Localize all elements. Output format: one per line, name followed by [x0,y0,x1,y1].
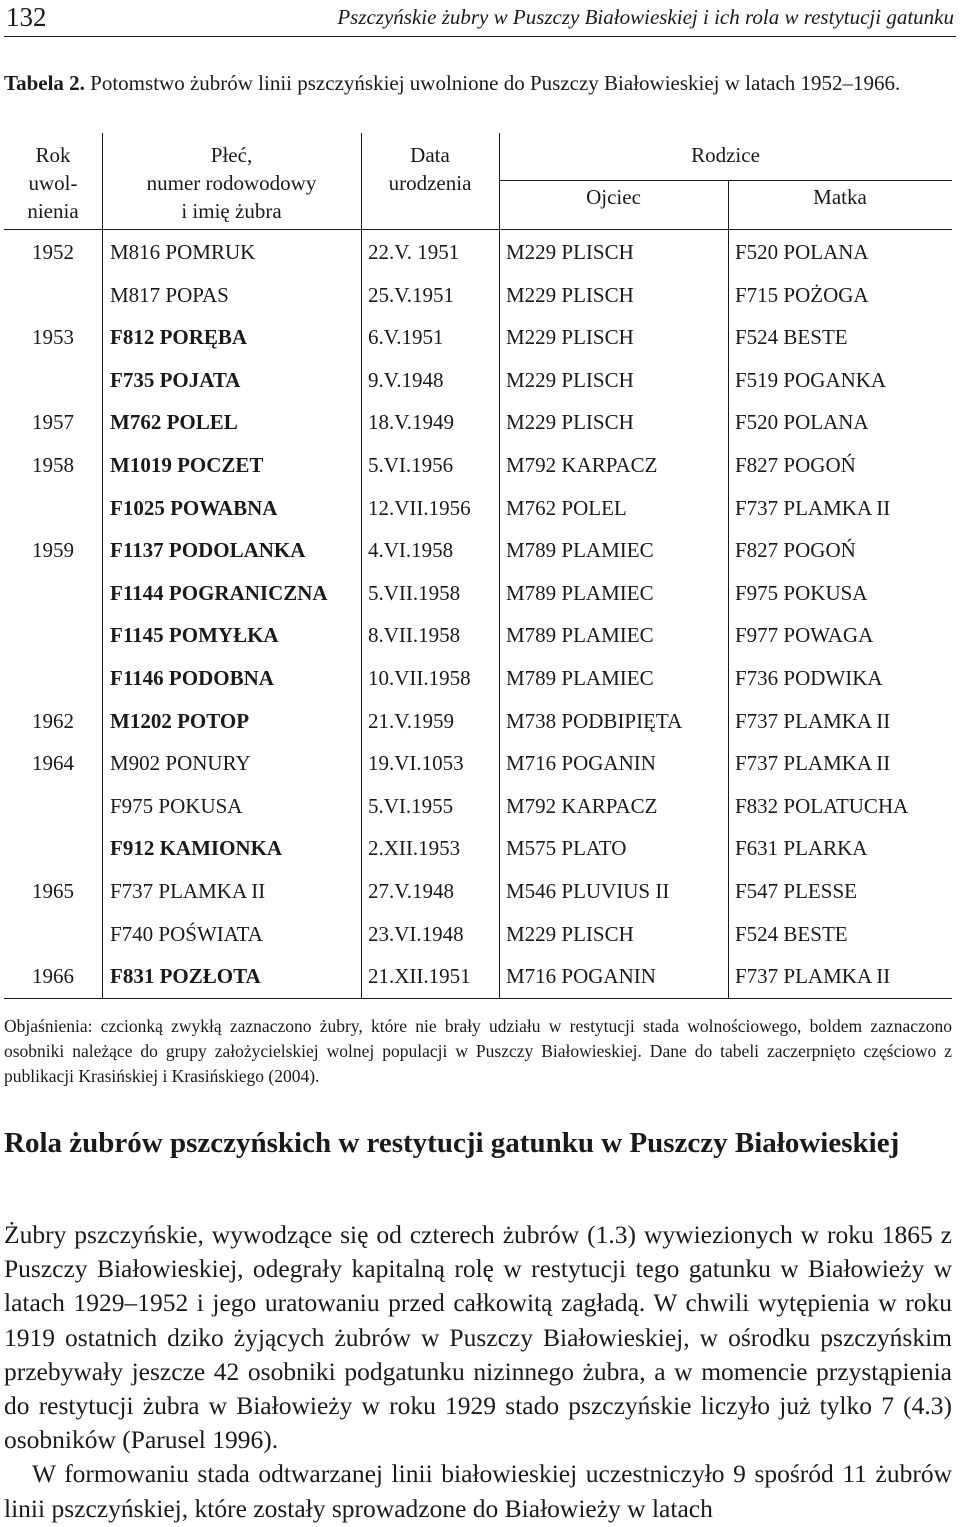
cell-birth-date: 12.VII.1956 [368,495,471,520]
cell-animal: F831 POZŁOTA [110,964,261,989]
table-row [4,274,952,316]
cell-mother: F832 POLATUCHA [735,793,909,818]
header-date-line: Data [410,143,450,167]
cell-animal: M817 POPAS [110,282,229,307]
cell-mother: F547 PLESSE [735,879,857,903]
cell-father: M546 PLUVIUS II [506,879,670,903]
cell-father: M792 KARPACZ [506,793,658,818]
cell-animal: F737 PLAMKA II [110,879,266,903]
cell-father: M762 POLEL [506,495,627,520]
cell-mother: F736 PODWIKA [735,666,883,690]
table-caption-text: Potomstwo żubrów linii pszczyńskiej uwolnione do Puszczy Białowieskiej w latach 1952–1966. [90,71,901,95]
cell-animal: M902 PONURY [110,751,251,776]
cell-animal: M762 POLEL [110,410,238,435]
paragraph: W formowaniu stada odtwarzanej linii białowieskiej uczestniczyło 9 spośród 11 żubrów linii pszczyńskiej, które zostały sprowadzone do Białowieży w latach [4,1459,952,1523]
cell-birth-date: 21.XII.1951 [368,964,471,989]
cell-birth-date: 9.V.1948 [368,367,444,392]
table-row [4,870,952,912]
table-row [4,572,952,614]
cell-father: M229 PLISCH [506,240,634,264]
offspring-table [4,133,952,999]
cell-birth-date: 6.V.1951 [368,325,444,350]
cell-year: 1952 [32,240,74,264]
page-number: 132 [6,2,47,32]
header-bottom-line [4,229,952,230]
table-row [4,231,952,273]
section-title: Rola żubrów pszczyńskich w restytucji gatunku w Puszczy Białowieskiej [4,1127,900,1159]
table-row [4,444,952,486]
cell-birth-date: 8.VII.1958 [368,623,461,648]
table-bottom-line [4,998,952,999]
page-header [4,0,956,37]
cell-mother: F975 POKUSA [735,580,868,605]
table-row [4,785,952,827]
cell-mother: F519 POGANKA [735,367,887,392]
cell-animal: F975 POKUSA [110,793,243,818]
running-title: Pszczyńskie żubry w Puszczy Białowieskiej i ich rola w restytucji gatunku [337,5,954,29]
cell-mother: F737 PLAMKA II [735,964,891,989]
cell-year: 1966 [32,964,74,989]
header-year-line: Rok [35,143,71,167]
cell-mother: F827 POGOŃ [735,538,856,563]
cell-birth-date: 5.VI.1956 [368,453,454,477]
cell-mother: F715 POŻOGA [735,282,869,307]
table-row [4,700,952,742]
cell-mother: F520 POLANA [735,410,869,435]
cell-birth-date: 4.VI.1958 [368,538,454,563]
header-father: Ojciec [586,185,641,209]
table-row [4,657,952,699]
cell-birth-date: 5.VI.1955 [368,793,454,818]
cell-year: 1965 [32,879,74,903]
cell-father: M575 PLATO [506,836,627,861]
header-year [4,141,102,225]
cell-father: M229 PLISCH [506,921,634,946]
table-row [4,827,952,869]
cell-animal: F740 POŚWIATA [110,921,263,946]
cell-mother: F524 BESTE [735,921,848,946]
table-row [4,316,952,358]
cell-animal: F912 KAMIONKA [110,836,283,861]
cell-animal: M1202 POTOP [110,708,250,733]
cell-animal: M816 POMRUK [110,240,256,264]
cell-animal: F1144 POGRANICZNA [110,580,328,605]
cell-father: M716 POGANIN [506,964,656,989]
table-caption [4,68,952,98]
table-row [4,913,952,955]
table-row [4,487,952,529]
cell-animal: F1137 PODOLANKA [110,538,306,563]
header-year-line: nienia [27,199,79,223]
cell-mother: F977 POWAGA [735,623,874,648]
table-row [4,955,952,997]
cell-animal: F735 POJATA [110,367,241,392]
cell-year: 1953 [32,325,74,350]
cell-year: 1964 [32,751,74,776]
cell-birth-date: 19.VI.1053 [368,751,464,776]
cell-year: 1958 [32,453,74,477]
cell-animal: F1146 PODOBNA [110,666,274,690]
cell-father: M792 KARPACZ [506,453,658,477]
cell-father: M789 PLAMIEC [506,623,654,648]
cell-year: 1962 [32,708,74,733]
cell-father: M229 PLISCH [506,282,634,307]
header-mother: Matka [813,185,867,209]
cell-birth-date: 27.V.1948 [368,879,454,903]
cell-father: M789 PLAMIEC [506,666,654,690]
cell-birth-date: 25.V.1951 [368,282,454,307]
body-text [4,1218,952,1526]
table-caption-label: Tabela 2. [4,71,85,95]
table-row [4,401,952,443]
cell-mother: F827 POGOŃ [735,453,856,477]
header-birth-date [361,141,499,197]
header-year-line: uwol- [28,171,78,195]
header-sex-line: i imię żubra [181,199,282,223]
cell-father: M229 PLISCH [506,367,634,392]
cell-animal: F812 PORĘBA [110,325,248,350]
header-sex-line: numer rodowodowy [146,171,317,195]
cell-year: 1959 [32,538,74,563]
cell-father: M789 PLAMIEC [506,538,654,563]
cell-year: 1957 [32,410,74,435]
cell-birth-date: 23.VI.1948 [368,921,464,946]
table-row [4,359,952,401]
table-note: Objaśnienia: czcionką zwykłą zaznaczono żubry, które nie brały udziału w restytucji stada wolnościowego, boldem zaznaczono osobniki należące do grupy założycielskiej wolnej populacji w Puszczy Białowieskiej. Dane do tabeli zaczerpnięto częściowo z publikacji Krasińskiej i Krasińskiego (2004). [4,1016,952,1086]
paragraph: Żubry pszczyńskie, wywodzące się od czterech żubrów (1.3) wywiezionych w roku 1865 z Puszczy Białowieskiej, odegrały kapitalną rolę w restytucji tego gatunku w Białowieży w latach 1929–1952 i jego uratowaniu przed całkowitą zagładą. W chwili wytępienia w roku 1919 ostatnich dziko żyjących żubrów w Puszczy Białowieskiej, w ośrodku pszczyńskim przebywały jeszcze 42 osobniki podgatunku nizinnego żubra, a w momencie przystąpienia do restytucji żubra w Białowieży w roku 1929 stado pszczyńskie liczyło już tylko 7 (4.3) osobników (Parusel 1996). [4,1220,952,1455]
cell-father: M738 PODBIPIĘTA [506,708,683,733]
cell-mother: F631 PLARKA [735,836,868,861]
parents-header-divider [499,180,952,181]
cell-mother: F737 PLAMKA II [735,708,891,733]
header-date-line: urodzenia [388,171,472,195]
cell-mother: F737 PLAMKA II [735,751,891,776]
cell-mother: F524 BESTE [735,325,848,350]
cell-birth-date: 10.VII.1958 [368,666,471,690]
header-sex-id [102,141,361,225]
cell-birth-date: 5.VII.1958 [368,580,461,605]
cell-father: M229 PLISCH [506,410,634,435]
cell-animal: F1145 POMYŁKA [110,623,279,648]
cell-father: M789 PLAMIEC [506,580,654,605]
cell-animal: M1019 POCZET [110,453,264,477]
cell-birth-date: 21.V.1959 [368,708,454,733]
header-parents: Rodzice [691,143,760,167]
table-row [4,529,952,571]
cell-birth-date: 22.V. 1951 [368,240,460,264]
cell-birth-date: 18.V.1949 [368,410,454,435]
header-sex-line: Płeć, [210,143,253,167]
cell-birth-date: 2.XII.1953 [368,836,461,861]
table-row [4,614,952,656]
table-row [4,742,952,784]
cell-mother: F737 PLAMKA II [735,495,891,520]
cell-animal: F1025 POWABNA [110,495,278,520]
cell-mother: F520 POLANA [735,240,869,264]
cell-father: M229 PLISCH [506,325,634,350]
cell-father: M716 POGANIN [506,751,656,776]
